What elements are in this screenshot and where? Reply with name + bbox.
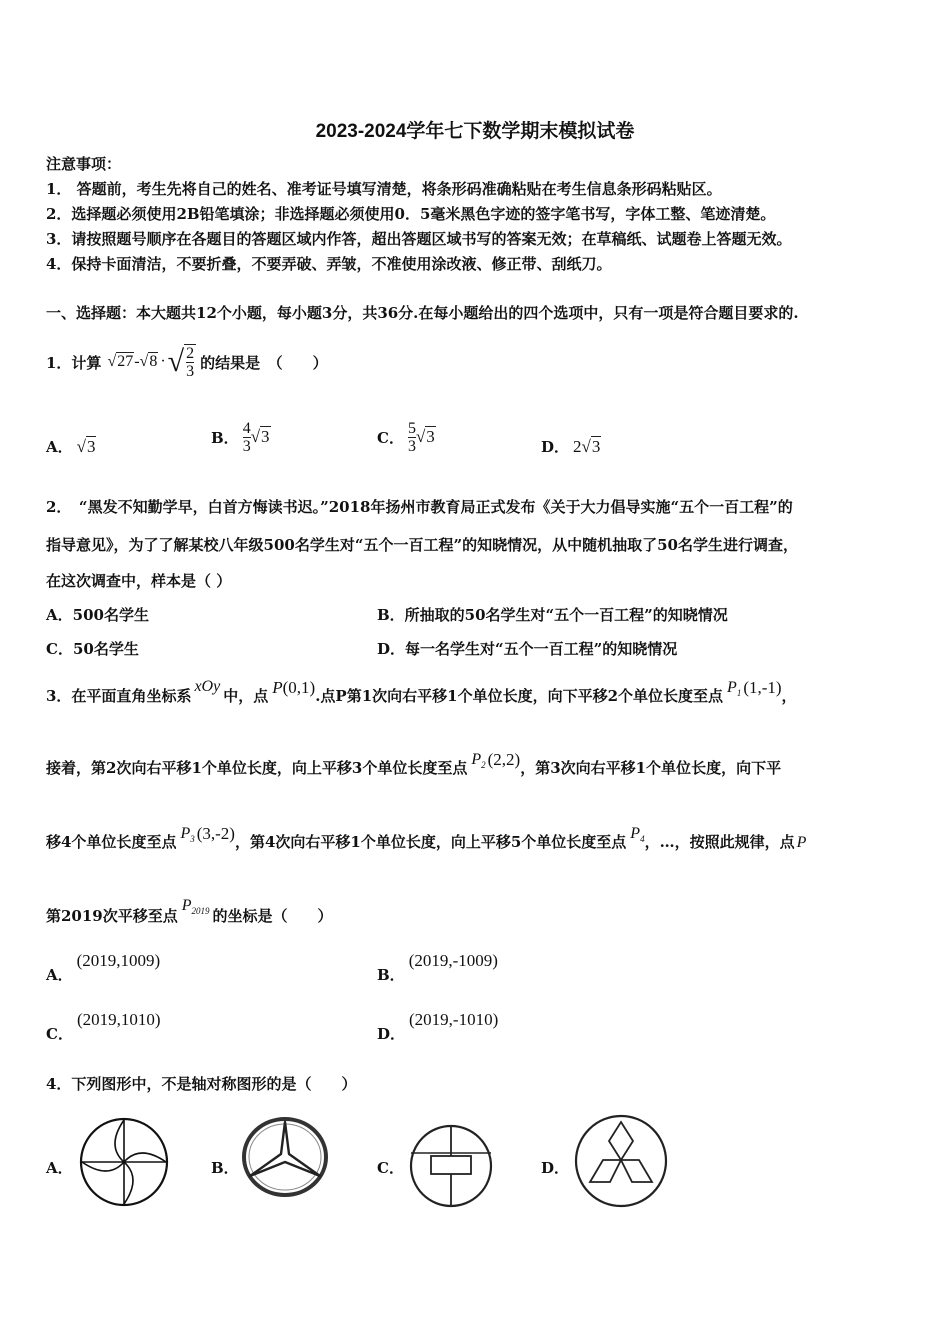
page-title: 2023-2024学年七下数学期末模拟试卷 [315,121,635,142]
q2-line: 2． “黑发不知勤学早，白首方悔读书迟。”2018年扬州市教育局正式发布《关于大力倡导实施“五个一百工程”的 [46,498,793,516]
q1-option-b[interactable]: B． $\frac{4}{3}$ √3 [211,419,270,455]
notice-heading: 注意事项： [46,155,122,173]
q2-option-d[interactable]: D．每一名学生对“五个一百工程”的知晓情况 [377,640,678,658]
q2-option-b[interactable]: B．所抽取的50名学生对“五个一百工程”的知晓情况 [377,606,728,624]
q4-figure-star-emblem[interactable] [240,1116,330,1198]
q4-figure-pinwheel[interactable] [76,1116,172,1208]
q1-sqrt-fraction: √ $\frac{2}{3}$ [167,345,195,380]
q1-sqrt-27: √27 [107,353,134,370]
q4-label-b[interactable]: B． [211,1159,239,1177]
notice-item: 2．选择题必须使用2B铅笔填涂；非选择题必须使用0．5毫米黑色字迹的签字笔书写，字体工整、笔迹清楚。 [46,205,776,223]
q3-option-a[interactable]: A． (2019,1009) [46,951,161,984]
question-4: 4．下列图形中，不是轴对称图形的是（ ） [46,1075,357,1093]
q3-option-d[interactable]: D． (2019,-1010) [377,1010,499,1043]
q2-line: 在这次调查中，样本是（ ） [46,572,232,590]
q1-option-d[interactable]: D． 2 √3 [541,436,601,456]
q3-line-3: 移4个单位长度至点 $P_3$ (3,-2) ，第4次向右平移1个单位长度，向上平移5个单位长度至点 $P_4$ ，…，按照此规律，点 P [46,824,807,851]
notice-item: 3．请按照题号顺序在各题目的答题区域内作答，超出答题区域书写的答案无效；在草稿纸、试题卷上答题无效。 [46,230,792,248]
q3-option-c[interactable]: C． (2019,1010) [46,1010,161,1043]
q4-figure-three-diamonds[interactable] [572,1114,670,1208]
q2-option-c[interactable]: C．50名学生 [46,640,139,658]
section-heading: 一、选择题：本大题共12个小题，每小题3分，共36分.在每小题给出的四个选项中，只有一项是符合题目要求的. [46,304,799,322]
notice-item: 1． 答题前，考生先将自己的姓名、准考证号填写清楚，将条形码准确粘贴在考生信息条形码粘贴区。 [46,180,722,198]
q3-line-2: 接着，第2次向右平移1个单位长度，向上平移3个单位长度至点 $P_2$ (2,2) ，第3次向右平移1个单位长度，向下平 [46,750,782,777]
q2-option-a[interactable]: A．500名学生 [46,606,149,624]
q1-prefix: 1．计算 [46,353,102,372]
q1-suffix: 的结果是 （ ） [200,353,328,372]
q3-option-b[interactable]: B． (2019,-1009) [377,951,498,984]
q1-option-a[interactable]: A． √3 [46,436,96,456]
q4-label-d[interactable]: D． [541,1159,570,1177]
question-1: 1．计算 √27 - √8 · √ $\frac{2}{3}$ 的结果是 （ ） [46,345,328,380]
q2-line: 指导意见》，为了了解某校八年级500名学生对“五个一百工程”的知晓情况，从中随机抽取了50名学生进行调查， [46,536,798,554]
q4-figure-circle-rect[interactable] [406,1124,496,1208]
q4-label-a[interactable]: A． [46,1159,73,1177]
q1-sqrt-8: √8 [139,353,158,370]
q1-option-c[interactable]: C． $\frac{5}{3}$ √3 [377,419,435,455]
q3-line-1: 3．在平面直角坐标系 xOy 中，点 P (0,1) .点P第1次向右平移1个单位长度，向下平移2个单位长度至点 $P_1$ (1,-1) ， [46,678,797,705]
q3-line-4: 第2019次平移至点 $P_{2019}$ 的坐标是（ ） [46,896,333,925]
notice-item: 4．保持卡面清洁，不要折叠，不要弄破、弄皱，不准使用涂改液、修正带、刮纸刀。 [46,255,612,273]
q4-label-c[interactable]: C． [377,1159,404,1177]
